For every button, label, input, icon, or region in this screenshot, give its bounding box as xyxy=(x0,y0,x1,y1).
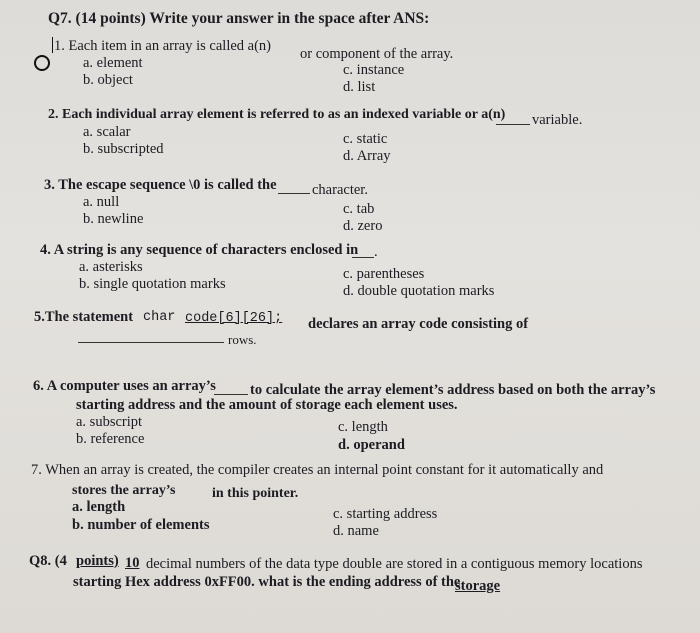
q1-stem-after: or component of the array. xyxy=(300,46,454,62)
q5-answer-blank[interactable] xyxy=(78,342,224,343)
circle-mark-icon xyxy=(34,55,50,71)
q6-option-b: b. reference xyxy=(76,431,145,447)
q2-option-b: b. subscripted xyxy=(83,141,164,157)
q8-line2: starting Hex address 0xFF00. what is the ending address of the xyxy=(73,574,461,590)
q7-option-a: a. length xyxy=(72,499,126,515)
q6-option-d: d. operand xyxy=(338,437,405,453)
q4-option-a: a. asterisks xyxy=(79,259,143,275)
q4-answer-blank[interactable] xyxy=(352,257,374,258)
q4-option-b: b. single quotation marks xyxy=(79,276,226,292)
q8-last-word: storage xyxy=(455,578,501,594)
q4-option-c: c. parentheses xyxy=(343,266,425,282)
q7-line2-after: in this pointer. xyxy=(212,486,299,501)
q7-line2: stores the array’s xyxy=(72,483,176,498)
q8-label: Q8. (4 xyxy=(29,553,67,569)
q3-option-a: a. null xyxy=(83,194,120,210)
q8-text: decimal numbers of the data type double are stored in a contiguous memory locations xyxy=(146,556,643,572)
q3-option-b: b. newline xyxy=(83,211,144,227)
q1-option-b: b. object xyxy=(83,72,133,88)
q3-stem: 3. The escape sequence \0 is called the xyxy=(44,177,277,193)
q2-stem: 2. Each individual array element is referred to as an indexed variable or a(n) xyxy=(48,107,506,122)
q6-answer-blank[interactable] xyxy=(214,394,248,395)
q3-stem-after: character. xyxy=(312,182,368,198)
q4-stem-after: . xyxy=(374,244,378,260)
q3-answer-blank[interactable] xyxy=(278,193,310,194)
q2-stem-after: variable. xyxy=(532,112,583,128)
q6-option-c: c. length xyxy=(338,419,388,435)
q1-stem: 1. Each item in an array is called a(n) xyxy=(54,38,271,54)
q5-stem-after: declares an array code consisting of xyxy=(308,316,529,332)
q1-option-d: d. list xyxy=(343,79,376,95)
q8-points: points) xyxy=(76,553,119,569)
q7-header: Q7. (14 points) Write your answer in the space after ANS: xyxy=(48,10,430,27)
q6-stem: 6. A computer uses an array’s xyxy=(33,378,216,394)
q5-code-keyword: char xyxy=(143,310,176,325)
q2-answer-blank[interactable] xyxy=(496,124,530,125)
q7-option-c: c. starting address xyxy=(333,506,438,522)
q7-option-b: b. number of elements xyxy=(72,517,210,533)
q2-option-c: c. static xyxy=(343,131,388,147)
q7-stem: 7. When an array is created, the compiler creates an internal point constant for it automatically and xyxy=(31,462,604,478)
q6-stem-after: to calculate the array element’s address based on both the array’s xyxy=(250,382,656,398)
q4-option-d: d. double quotation marks xyxy=(343,283,495,299)
q8-count: 10 xyxy=(125,555,140,571)
q4-stem: 4. A string is any sequence of characters enclosed in xyxy=(40,242,359,258)
q5-code-declaration: code[6][26]; xyxy=(185,311,283,326)
q5-line2: rows. xyxy=(228,332,257,347)
text-cursor xyxy=(52,37,53,53)
q6-option-a: a. subscript xyxy=(76,414,143,430)
q3-option-d: d. zero xyxy=(343,218,383,234)
q6-line2: starting address and the amount of storage each element uses. xyxy=(76,397,458,413)
q3-option-c: c. tab xyxy=(343,201,375,217)
q2-option-a: a. scalar xyxy=(83,124,131,140)
q5-stem-prefix: 5.The statement xyxy=(34,309,134,325)
q2-option-d: d. Array xyxy=(343,148,391,164)
q7-option-d: d. name xyxy=(333,523,379,539)
q1-option-a: a. element xyxy=(83,55,143,71)
q1-option-c: c. instance xyxy=(343,62,405,78)
